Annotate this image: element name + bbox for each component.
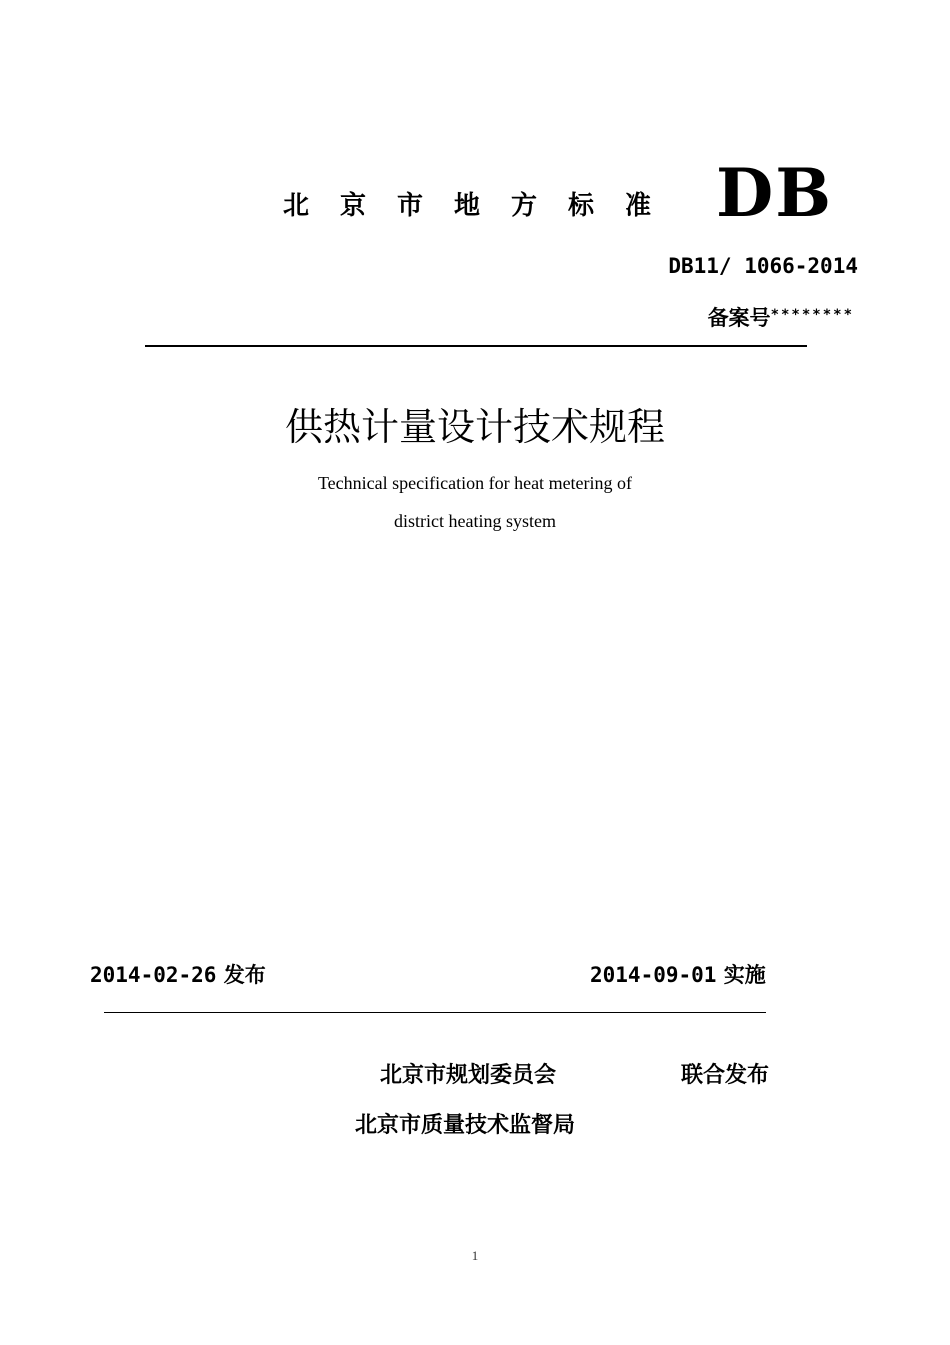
effective-label: 实施: [723, 963, 766, 987]
filing-number: [708, 301, 854, 332]
page-number: 1: [471, 1248, 479, 1263]
publish-label: 发布: [223, 963, 266, 987]
chinese-title: 供热计量设计技术规程: [284, 405, 665, 449]
filing-value: ********: [770, 307, 854, 323]
issuer-quality-bureau: 北京市质量技术监督局: [355, 1113, 576, 1138]
top-divider: [145, 345, 807, 347]
publish-date-value: 2014-02-26: [90, 963, 217, 987]
db-logo: DB: [716, 154, 834, 232]
issuer-planning-commission: 北京市规划委员会: [380, 1063, 557, 1088]
publish-date: [90, 961, 266, 989]
joint-issue-label: 联合发布: [681, 1063, 770, 1088]
bottom-divider: [104, 1012, 766, 1013]
effective-date: [590, 961, 766, 989]
english-title-line-2: district heating system: [394, 511, 556, 531]
filing-label: 备案号: [707, 306, 771, 330]
effective-date-value: 2014-09-01: [590, 963, 717, 987]
standard-code: DB11/ 1066-2014: [668, 254, 858, 278]
english-title-line-1: Technical specification for heat metering of: [317, 473, 633, 493]
standard-type-heading: 北京市地方标准: [283, 191, 683, 221]
